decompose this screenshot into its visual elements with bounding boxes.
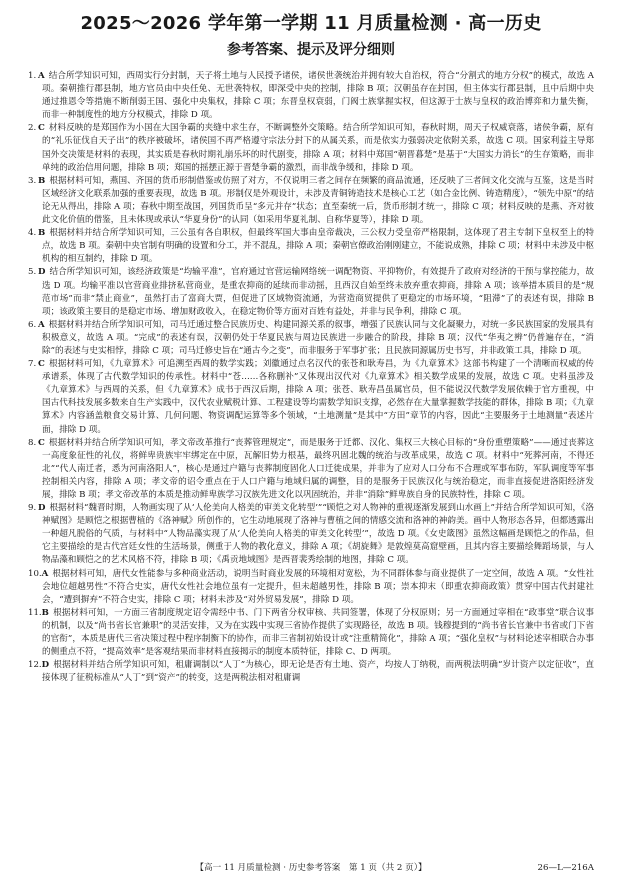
answer-item [28, 319, 594, 358]
answer-item [28, 502, 594, 567]
question-number: 9. [28, 503, 37, 514]
answer-item [28, 358, 594, 437]
answer-item [28, 607, 594, 659]
answer-explanation: 根据材料可知，《九章算术》可追溯至西周的数学实践；刘徽通过点名汉代的张苍和耿寿昌，为《九章算术》这部书构建了一个清晰而权威的传承谱系，体现了古代数学知识的传承性。材料中“苍……各称删补”又体现出汉代对《九章算术》相关数学成果的发展，故选 C 项。史料虽涉及《九章算术》与西周的关系，但《九章算术》成书于西汉后期，排除 A 项；张苍、耿寿昌虽属官员，但不能说汉代数学发展依赖于官方重视，中国古代科技发展多数来自生产实践中，汉代农业赋税计算、工程建设等均需数学知识支撑，必然存在大量掌握数学技能的群体，排除 B 项；《九章算术》内容涵盖粮食交易计算、几何问题、物资调配运算等多个领域，“土地测量”是其中“方田”章节的内容，因此“主要服务于土地测量”表述片面，排除 D 项。 [42, 359, 594, 435]
answer-item [28, 122, 594, 174]
answer-letter: C [38, 359, 45, 370]
answer-explanation: 根据材料可知，燕国、齐国的货币形制借鉴或仿照了对方，不仅说明三者之间存在频繁的商品流通，还反映了三者间文化交流与互鉴，这是当时区域经济文化联系加强的重要表现，故选 B 项。形制仅是外观设计，未涉及青铜铸造技术是核心工艺（如合金比例、铸造精度），“领先中原”的结论无从得出，排除 A 项；春秋中期至战国，列国货币呈“多元并存”状态；直至秦统一后，货币形制才统一，排除 C 项；材料反映的是燕、齐对彼此文化价值的借鉴，且未体现或承认“华夏身份”的认同（如采用华夏礼制、自称华夏等），排除 D 项。 [42, 175, 594, 226]
question-number: 2. [28, 123, 37, 134]
answer-explanation: 根据材料“魏晋时期，人物画实现了从‘人伦美向人格美的审美文化转型’”“顾恺之对人物神的重视逐渐发展到山水画上”并结合所学知识可知，《洛神赋图》是顾恺之根据曹植的《洛神赋》所创作的，它生动地展现了洛神与曹植之间的情感交流和洛神的神韵美。画中人物形态各异，但都透露出一种超凡脱俗的气质，与材料中“人物品藻实现了从‘人伦美向人格美的审美文化转型’”，故选 D 项。《女史箴图》虽然这幅画是顾恺之的作品，但它主要描绘的是古代宫廷女性的生活场景，侧重于人物的教化意义，排除 A 项；《胡旋舞》是敦煌莫高窟壁画，且其内容主要描绘舞蹈场景，与人物品藻和顾恺之的艺术风格不符，排除 B 项；《禹贡地域图》是西晋裴秀绘制的地图，排除 C 项。 [42, 503, 594, 566]
answer-letter: A [41, 568, 49, 579]
question-number: 7. [28, 359, 37, 370]
answer-letter: A [38, 71, 45, 81]
answer-explanation: 根据材料可知，一方面三省制度规定诏令需经中书、门下两省分权审核、共同签署，体现了分权原则；另一方面通过宰相在“政事堂”联合议事的机制，以及“尚书省长官兼职”的灵活安排，又为在实践中实现三省协作提供了实现路径，故选 B 项。钱穆提到的“尚书省长官兼中书省或门下省的官衔”，本质是唐代三省决策过程中程序制衡下的协作，而非三省制初始设计或“注重精简化”，排除 A 项；“强化皇权”与材料论述宰相联合办事的侧重点不符，“提高效率”是客观结果而非材料直接揭示的制度本质特征，排除 C、D 两项。 [42, 607, 594, 658]
answer-explanation: 结合所学知识可知，该经济政策是“均输平准”，官府通过官营运输网络统一调配物资、平抑物价，有效提升了政府对经济的干预与掌控能力，故选 D 项。均输平准以官营商业排挤私营商业，是重农抑商的延续而非动摇，且西汉自始至终未放弃重农抑商，排除 A 项；该举措本质目的是“规范市场”而非“禁止商业”，虽然打击了富商大贾，但促进了区域物资流通，为营造商贸提供了更稳定的市场环境，“阻滞”了的表述有误，排除 B 项；该政策主要目的是稳定市场、增加财政收入，在稳定物价等方面对百姓有益处，并非与民争利，排除 C 项。 [42, 267, 594, 317]
question-number: 4. [28, 228, 37, 239]
answer-explanation: 根据材料并结合所学知识可知，司马迁通过整合民族历史、构建同源关系的叙事，增强了民族认同与文化凝聚力，对统一多民族国家的发展具有积极意义，故选 A 项。“完成”的表述有误，汉朝仍处于华夏民族与周边民族进一步融合的阶段，排除 B 项；汉代“华夷之辨”仍普遍存在，“消除”的表述与史实相悖，排除 C 项；司马迁修史旨在“通古今之变”，而非服务于军事扩张；且民族同源属历史书写，并非政策工具，排除 D 项。 [42, 319, 594, 356]
page-subtitle: 参考答案、提示及评分细则 [227, 42, 395, 58]
question-number: 8. [28, 437, 37, 448]
question-number: 10. [28, 568, 42, 579]
answer-item [28, 70, 594, 122]
question-number: 12. [28, 660, 42, 671]
answer-item [28, 437, 594, 502]
footer-page-info: 【高一 11 月质量检测 · 历史参考答案 第 1 页（共 2 页）】 [195, 863, 427, 873]
question-number: 5. [28, 267, 37, 278]
answer-list [28, 70, 594, 685]
answer-letter: A [38, 319, 45, 330]
answer-explanation: 根据材料并结合所学知识可知，孝文帝改革推行“丧葬管理规定”，而是服务于迁都、汉化、集权三大核心目标的“身份重塑策略”——通过丧葬这一高度象征性的礼仪，将鲜卑贵族牢牢绑定在中原，瓦解旧势力根基，最终巩固北魏的统治与改革成果，故选 C 项。材料中“死葬河南，不得还北”“代人南迁者，悉为河南洛阳人”，核心是通过户籍与丧葬制度固化人口迁徙成果，并非为了应对人口分布不合理或军事布防，军队调度等军事控制相关内容，排除 A 项；孝文帝的诏令重点在于人口户籍与地域归属的调整，目的是服务于民族汉化与统治稳定，而非直接促进洛阳经济发展，排除 B 项；孝文帝改革的本质是推动鲜卑族学习汉族先进文化以巩固统治，并非“消除”鲜卑族自身的民族特性，排除 C 项。 [42, 437, 594, 500]
page-title: 2025～2026 学年第一学期 11 月质量检测 · 高一历史 [80, 13, 542, 34]
answer-item [28, 227, 594, 266]
question-number: 11. [28, 607, 42, 618]
answer-explanation: 材料反映的是郑国作为小国在大国争霸的夹缝中求生存，不断调整外交策略。结合所学知识可知，春秋时期，周天子权威衰落，诸侯争霸，原有的“礼乐征伐自天子出”的秩序被破坏，诸侯国不再严格遵守宗法分封下的从属关系，而是依实力强弱决定依附关系，故选 C 项。国家利益主导郑国外交决策是材料的表现，其实质是春秋时期礼崩乐坏的时代剧变，排除 A 项；材料中郑国“朝晋暮楚”是基于“大国实力消长”的生存策略，而非单纯的政治信用问题，排除 B 项；郑国的摇摆正源于晋楚争霸的激烈，而非战争缓和，排除 D 项。 [42, 123, 594, 173]
answer-explanation: 根据材料并结合所学知识可知，三公虽有各自职权，但最终军国大事由皇帝裁决，三公权力受皇帝严格限制，这体现了君主专制下皇权至上的特点，故选 B 项。秦朝中央官制有明确的设置和分工，并不混乱，排除 A 项；秦朝官僚政治刚刚建立，不能说成熟，排除 C 项；材料中未涉及中枢机构的相互制约，排除 D 项。 [42, 228, 594, 265]
footer-doc-code: 26—L—216A [537, 863, 594, 873]
answer-letter: D [38, 503, 46, 514]
answer-letter: C [38, 437, 45, 448]
answer-letter: D [41, 660, 50, 671]
answer-item [28, 175, 594, 227]
answer-item [28, 266, 594, 318]
page-footer [28, 861, 594, 875]
answer-letter: B [38, 175, 46, 186]
answer-letter: C [38, 123, 45, 134]
question-number: 3. [28, 175, 37, 186]
answer-explanation: 根据材料可知，唐代女性能参与多种商业活动，说明当时商业发展的环境相对宽松，为不同群体参与商业提供了一定空间，故选 A 项。“女性社会地位超越男性”不符合史实，唐代女性社会地位虽有一定提升，但未超越男性，排除 B 项；崇本抑末（即重农抑商政策）贯穿中国古代封建社会，“遭到摒弃”不符合史实，排除 C 项；材料未涉及“对外贸易发展”，排除 D 项。 [42, 568, 594, 605]
answer-letter: D [38, 267, 46, 278]
question-number: 6. [28, 319, 37, 330]
answer-item [28, 568, 594, 607]
answer-item [28, 659, 594, 685]
answer-explanation: 根据材料并结合所学知识可知，租庸调制以“人丁”为核心，即无论是否有土地、资产，均按人丁纳税，而两税法明确“岁计资产以定征收”，直接体现了征税标准从“人丁”到“资产”的转变，这是两税法相对租庸调 [42, 660, 594, 684]
answer-letter: B [41, 607, 49, 618]
answer-explanation: 结合所学知识可知，西周实行分封制，天子将土地与人民授予诸侯，诸侯世袭统治并拥有较大自治权，符合“分割式的地方分权”的模式，故选 A 项。秦朝推行郡县制，地方官员由中央任免、无世袭特权，即深受中央的控制，排除 B 项；汉朝虽存在封国，但主体实行郡县制，且中后期中央通过推恩令等措施不断削弱王国、强化中央集权，排除 C 项；东晋皇权衰弱，门阀士族掌握实权，但这源于士族与皇权的政治博弈和力量失衡，而非一种制度性的地方分权模式，排除 D 项。 [42, 71, 594, 121]
answer-letter: B [38, 228, 46, 239]
question-number: 1. [28, 71, 37, 81]
